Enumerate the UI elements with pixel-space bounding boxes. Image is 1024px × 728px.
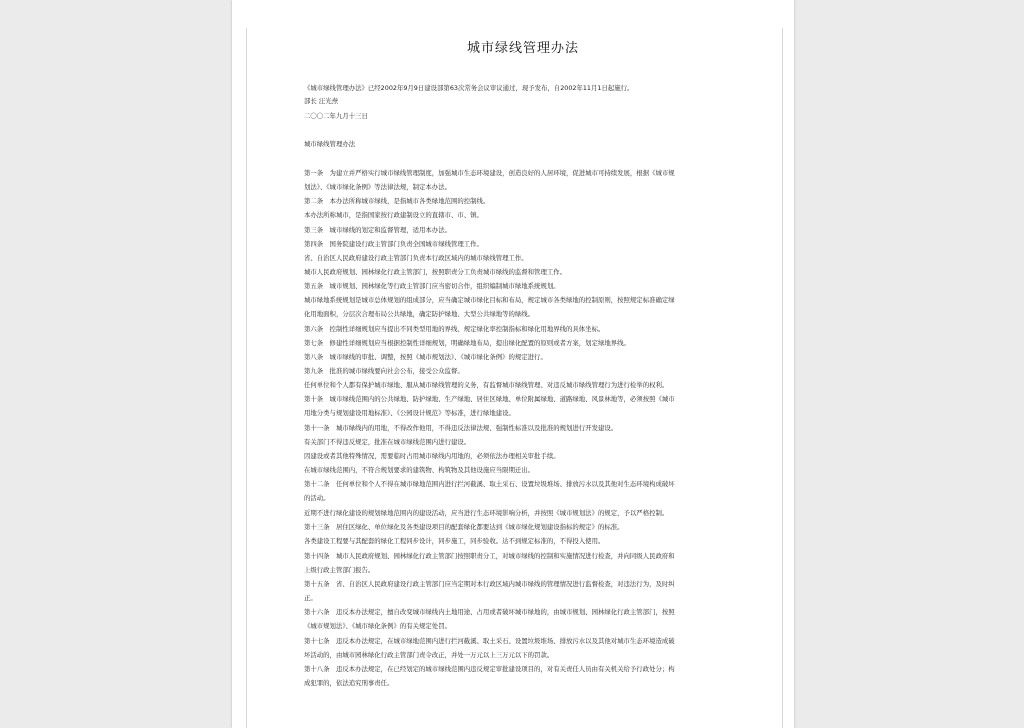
document-title: 城市绿线管理办法 xyxy=(466,41,579,56)
text-line: 任何单位和个人都有保护城市绿地、服从城市绿线管理的义务，有监督城市绿线管理、对违反城市绿线管理行为进行检举的权利。 xyxy=(304,381,669,389)
text-line: 第十六条 违反本办法规定，擅自改变城市绿线内土地用途、占用或者破坏城市绿地的，由城市规划、园林绿化行政主管部门，按照 xyxy=(304,608,675,616)
text-line: 近期不进行绿化建设的规划绿地范围内的建设活动，应当进行生态环境影响分析，并按照《城市规划法》的规定，予以严格控制。 xyxy=(304,509,669,517)
document-page xyxy=(232,0,794,728)
text-line: 《城市规划法》、《城市绿化条例》的有关规定处罚。 xyxy=(304,622,451,630)
text-line: 正。 xyxy=(304,594,317,602)
text-line: 城市人民政府规划、园林绿化行政主管部门，按照职责分工负责城市绿线的监督和管理工作。 xyxy=(304,268,567,276)
text-line: 各类建设工程要与其配套的绿化工程同步设计，同步施工，同步验收。达不到规定标准的，不得投入使用。 xyxy=(304,537,605,545)
text-line: 第十五条 省、自治区人民政府建设行政主管部门应当定期对本行政区域内城市绿线的管理情况进行监督检查，对违法行为，及时纠 xyxy=(304,580,675,588)
text-line: 因建设或者其他特殊情况，需要临时占用城市绿线内用地的，必须依法办理相关审批手续。 xyxy=(304,452,560,460)
text-line: 第三条 城市绿线的划定和监督管理，适用本办法。 xyxy=(304,226,451,234)
page-right-rule xyxy=(782,28,783,728)
text-line: 第八条 城市绿线的审批、调整，按照《城市规划法》、《城市绿化条例》的规定进行。 xyxy=(304,353,547,361)
text-line: 第四条 国务院建设行政主管部门负责全国城市绿线管理工作。 xyxy=(304,240,483,248)
text-line: 第十四条 城市人民政府规划、园林绿化行政主管部门按照职责分工，对城市绿线的控制和实施情况进行检查，并向同级人民政府和 xyxy=(304,552,675,560)
text-line: 第十二条 任何单位和个人不得在城市绿地范围内进行拦河截溪、取土采石、设置垃圾堆场、排放污水以及其他对生态环境构成破坏 xyxy=(304,480,675,488)
text-line: 第十条 城市绿线范围内的公共绿地、防护绿地、生产绿地、居住区绿地、单位附属绿地、道路绿地、风景林地等，必须按照《城市 xyxy=(304,395,675,403)
text-line: 第十七条 违反本办法规定，在城市绿地范围内进行拦河截溪、取土采石、设置垃圾堆场、排放污水以及其他对城市生态环境造成破 xyxy=(304,637,675,645)
text-line: 上级行政主管部门报告。 xyxy=(304,566,375,574)
text-line: 用地分类与规划建设用地标准》、《公园设计规范》等标准，进行绿地建设。 xyxy=(304,409,515,417)
text-line: 有关部门不得违反规定，批准在城市绿线范围内进行建设。 xyxy=(304,438,471,446)
text-line: 在城市绿线范围内，不符合规划要求的建筑物、构筑物及其他设施应当限期迁出。 xyxy=(304,466,535,474)
text-line: 第七条 修建性详细规划应当根据控制性详细规划，明确绿地布局，提出绿化配置的原则或者方案，划定绿地界线。 xyxy=(304,339,630,347)
text-line: 二〇〇二年九月十三日 xyxy=(304,112,368,120)
text-line: 第一条 为建立并严格实行城市绿线管理制度，加强城市生态环境建设，创造良好的人居环境，促进城市可持续发展，根据《城市规 xyxy=(304,169,675,177)
text-line: 化用地面积，分层次合理布局公共绿地，确定防护绿地、大型公共绿地等的绿线。 xyxy=(304,310,535,318)
text-line: 部长 汪光焘 xyxy=(304,97,338,105)
text-line: 第十八条 违反本办法规定，在已经划定的城市绿线范围内违反规定审批建设项目的，对有关责任人员由有关机关给予行政处分；构 xyxy=(304,665,675,673)
text-line: 成犯罪的，依法追究刑事责任。 xyxy=(304,679,394,687)
text-line: 城市绿线管理办法 xyxy=(304,140,356,148)
text-line: 本办法所称城市，是指国家按行政建制设立的直辖市、市、镇。 xyxy=(304,211,483,219)
text-line: 第十一条 城市绿线内的用地，不得改作他用，不得违反法律法规、强制性标准以及批准的规划进行开发建设。 xyxy=(304,424,618,432)
text-line: 《城市绿线管理办法》已经2002年9月9日建设部第63次常务会议审议通过，现予发布，自2002年11月1日起施行。 xyxy=(304,84,634,92)
text-line: 第十三条 居住区绿化、单位绿化及各类建设项目的配套绿化都要达到《城市绿化规划建设指标的规定》的标准。 xyxy=(304,523,624,531)
text-line: 第五条 城市规划、园林绿化等行政主管部门应当密切合作，组织编制城市绿地系统规划。 xyxy=(304,282,560,290)
text-line: 划法》、《城市绿化条例》等法律法规，制定本办法。 xyxy=(304,183,451,191)
text-line: 第二条 本办法所称城市绿线，是指城市各类绿地范围的控制线。 xyxy=(304,197,490,205)
text-line: 第九条 批准的城市绿线要向社会公布，接受公众监督。 xyxy=(304,367,464,375)
text-line: 坏活动的，由城市园林绿化行政主管部门责令改正，并处一万元以上三万元以下的罚款。 xyxy=(304,651,554,659)
text-line: 的活动。 xyxy=(304,494,330,502)
text-line: 第六条 控制性详细规划应当提出不同类型用地的界线、规定绿化率控制指标和绿化用地界线的具体坐标。 xyxy=(304,325,605,333)
page-left-rule xyxy=(246,28,247,728)
text-line: 省、自治区人民政府建设行政主管部门负责本行政区域内的城市绿线管理工作。 xyxy=(304,254,528,262)
text-line: 城市绿地系统规划是城市总体规划的组成部分，应当确定城市绿化目标和布局，规定城市各类绿地的控制原则，按照规定标准确定绿 xyxy=(304,296,675,304)
